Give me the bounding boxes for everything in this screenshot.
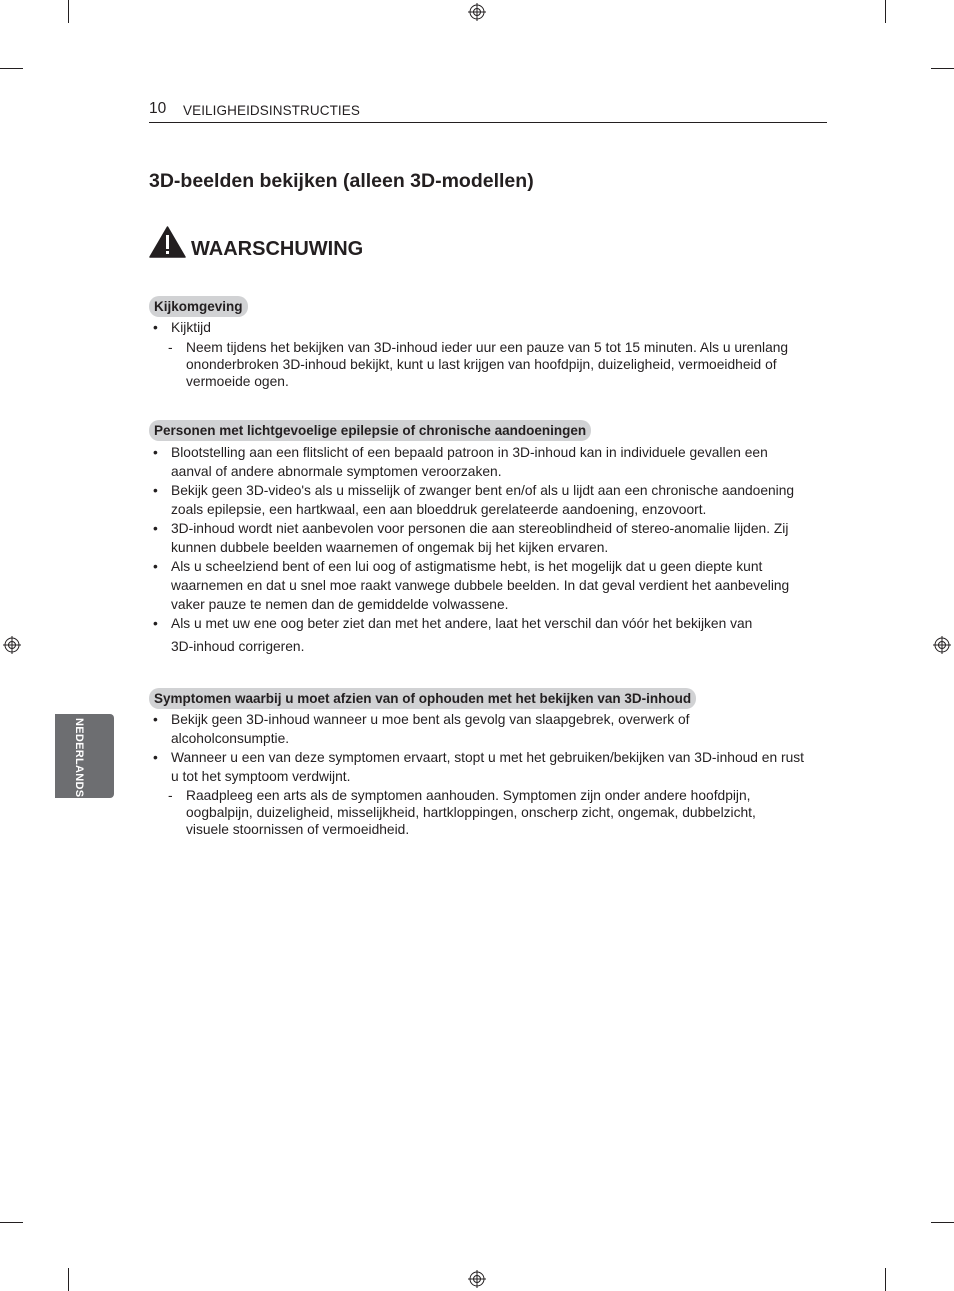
- warning-label: WAARSCHUWING: [191, 238, 364, 260]
- warning-triangle-icon: [149, 226, 186, 258]
- bullet-marker: •: [153, 616, 158, 631]
- list-item: Als u scheelziend bent of een lui oog of astigmatisme hebt, is het mogelijk dat u geen diepte kunt waarnemen en dat u snel moe raakt vanwege dubbele beelden. In dat geval verdient het aanbeveling vaker pauze te nemen dan de gemiddelde volwassene.: [171, 559, 790, 612]
- list-item: 3D-inhoud wordt niet aanbevolen voor personen die aan stereoblindheid of stereo-anomalie lijden. Zij kunnen dubbele beelden waarnemen of ongemak bij het kijken ervaren.: [171, 521, 789, 555]
- registration-mark-icon: [933, 636, 951, 654]
- crop-mark: [0, 1222, 23, 1223]
- list-item: Bekijk geen 3D-inhoud wanneer u moe bent als gevolg van slaapgebrek, overwerk of alcoholconsumptie.: [171, 712, 690, 746]
- bullet-marker: •: [153, 320, 158, 335]
- bullet-marker: •: [153, 445, 158, 460]
- crop-mark: [0, 68, 23, 69]
- language-label: NEDERLANDS: [73, 718, 85, 798]
- crop-mark: [885, 1268, 886, 1291]
- crop-mark: [885, 0, 886, 23]
- language-side-tab: [55, 714, 114, 798]
- registration-mark-icon: [3, 636, 21, 654]
- sub-item-text: Raadpleeg een arts als de symptomen aanhouden. Symptomen zijn onder andere hoofdpijn, oogbalpijn, duizeligheid, misselijkheid, hartkloppingen, onscherp zicht, ongemak, dubbelzicht, visuele stoornissen of vermoeidheid.: [186, 788, 756, 837]
- page-header: [149, 100, 827, 123]
- list-item: Blootstelling aan een flitslicht of een bepaald patroon in 3D-inhoud kan in individuele gevallen een aanval of andere abnormale symptomen veroorzaken.: [171, 445, 768, 479]
- crop-mark: [931, 1222, 954, 1223]
- crop-mark: [68, 0, 69, 23]
- registration-mark-icon: [468, 3, 486, 21]
- subheading-kijkomgeving: Kijkomgeving: [149, 296, 248, 317]
- bullet-marker: •: [153, 521, 158, 536]
- dash-marker: -: [168, 340, 173, 355]
- list-item: Kijktijd: [171, 320, 211, 335]
- bullet-marker: •: [153, 483, 158, 498]
- sub-item-text: Neem tijdens het bekijken van 3D-inhoud ieder uur een pauze van 5 tot 15 minuten. Als u urenlang ononderbroken 3D-inhoud bekijkt, kunt u last krijgen van hoofdpijn, duizeligheid, vermoeidheid of vermoeide ogen.: [186, 340, 789, 389]
- running-title: VEILIGHEIDSINSTRUCTIES: [183, 103, 360, 118]
- list-item: Bekijk geen 3D-video's als u misselijk of zwanger bent en/of als u lijdt aan een chronische aandoening zoals epilepsie, een hartkwaal, een aan bloeddruk gerelateerde aandoening, enzovoort.: [171, 483, 795, 517]
- bullet-marker: •: [153, 712, 158, 727]
- section-title: 3D-beelden bekijken (alleen 3D-modellen): [149, 170, 534, 192]
- crop-mark: [68, 1268, 69, 1291]
- bullet-marker: •: [153, 559, 158, 574]
- subheading-epilepsie: Personen met lichtgevoelige epilepsie of chronische aandoeningen: [149, 420, 591, 441]
- subheading-symptomen: Symptomen waarbij u moet afzien van of ophouden met het bekijken van 3D-inhoud: [149, 688, 696, 709]
- list-item: Als u met uw ene oog beter ziet dan met het andere, laat het verschil dan vóór het bekijken van 3D-inhoud corrigeren.: [171, 616, 753, 654]
- list-item: Wanneer u een van deze symptomen ervaart, stopt u met het gebruiken/bekijken van 3D-inhoud en rust u tot het symptoom verdwijnt.: [171, 750, 804, 784]
- page-number: 10: [149, 100, 167, 117]
- dash-marker: -: [168, 788, 173, 803]
- crop-mark: [931, 68, 954, 69]
- registration-mark-icon: [468, 1270, 486, 1288]
- bullet-marker: •: [153, 750, 158, 765]
